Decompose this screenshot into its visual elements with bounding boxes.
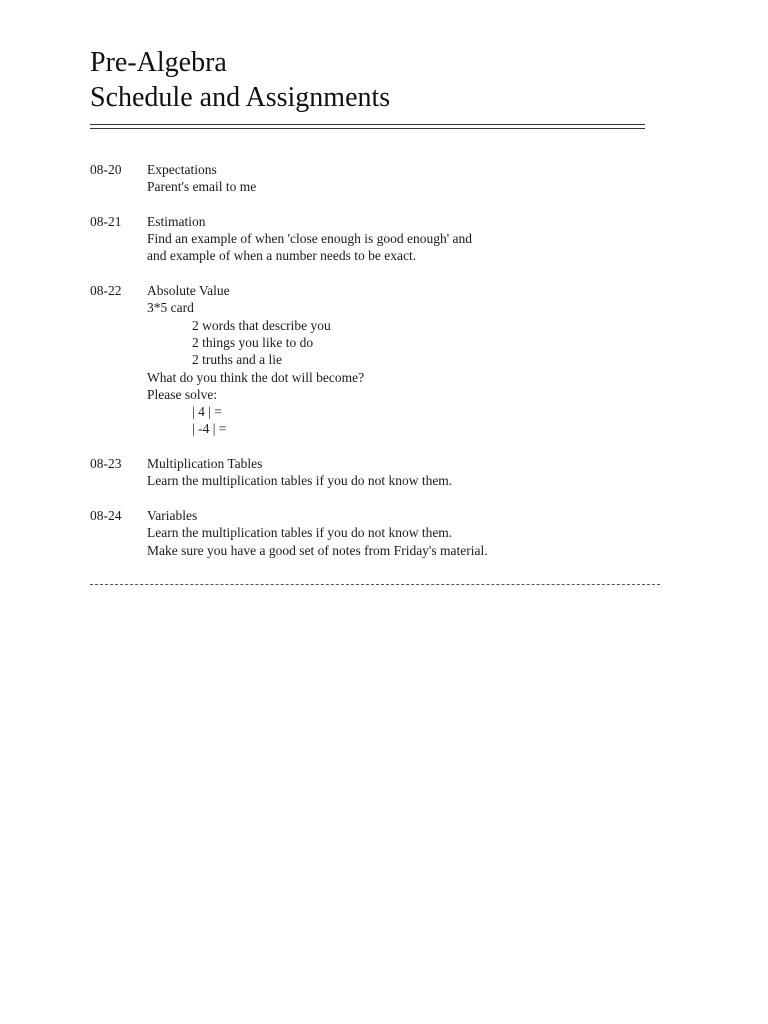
document-subtitle: Schedule and Assignments (90, 82, 391, 113)
entry-topic: Estimation (147, 213, 206, 229)
entry-topic: Variables (147, 507, 198, 523)
entry-assignment-line: Please solve: (147, 386, 218, 402)
schedule-entry (90, 455, 690, 490)
entry-date: 08-24 (90, 507, 122, 523)
entry-body (147, 507, 690, 559)
entry-body (147, 161, 690, 196)
dashed-divider (90, 584, 660, 585)
entry-assignment-line: 2 truths and a lie (192, 352, 282, 368)
entry-body (147, 213, 690, 265)
entry-assignment-line: 3*5 card (147, 300, 194, 316)
entry-date: 08-22 (90, 283, 122, 299)
entry-topic: Expectations (147, 162, 217, 177)
entry-date: 08-23 (90, 456, 122, 472)
schedule-list (90, 161, 690, 576)
title-double-rule (90, 124, 645, 129)
entry-assignment-line: | -4 | = (192, 421, 227, 437)
schedule-entry (90, 282, 690, 438)
entry-topic: Absolute Value (147, 283, 230, 299)
entry-assignment-line: | 4 | = (192, 404, 222, 420)
entry-assignment-line: What do you think the dot will become? (147, 369, 365, 385)
schedule-entry (90, 507, 690, 559)
entry-assignment-line: Find an example of when 'close enough is good enough' and (147, 231, 473, 247)
entry-body (147, 282, 690, 438)
entry-assignment-line: and example of when a number needs to be exact. (147, 248, 417, 264)
schedule-entry (90, 213, 690, 265)
entry-assignment-line: 2 words that describe you (192, 317, 331, 333)
entry-assignment-line: Parent's email to me (147, 179, 257, 195)
entry-assignment-line: Learn the multiplication tables if you do not know them. (147, 525, 453, 541)
entry-assignment-line: 2 things you like to do (192, 334, 314, 350)
schedule-entry (90, 161, 690, 196)
entry-topic: Multiplication Tables (147, 456, 263, 472)
document-title: Pre-Algebra (90, 47, 227, 78)
entry-assignment-line: Make sure you have a good set of notes from Friday's material. (147, 542, 488, 558)
entry-date: 08-20 (90, 162, 122, 177)
entry-body (147, 455, 690, 490)
entry-date: 08-21 (90, 213, 122, 229)
entry-assignment-line: Learn the multiplication tables if you do not know them. (147, 473, 453, 489)
